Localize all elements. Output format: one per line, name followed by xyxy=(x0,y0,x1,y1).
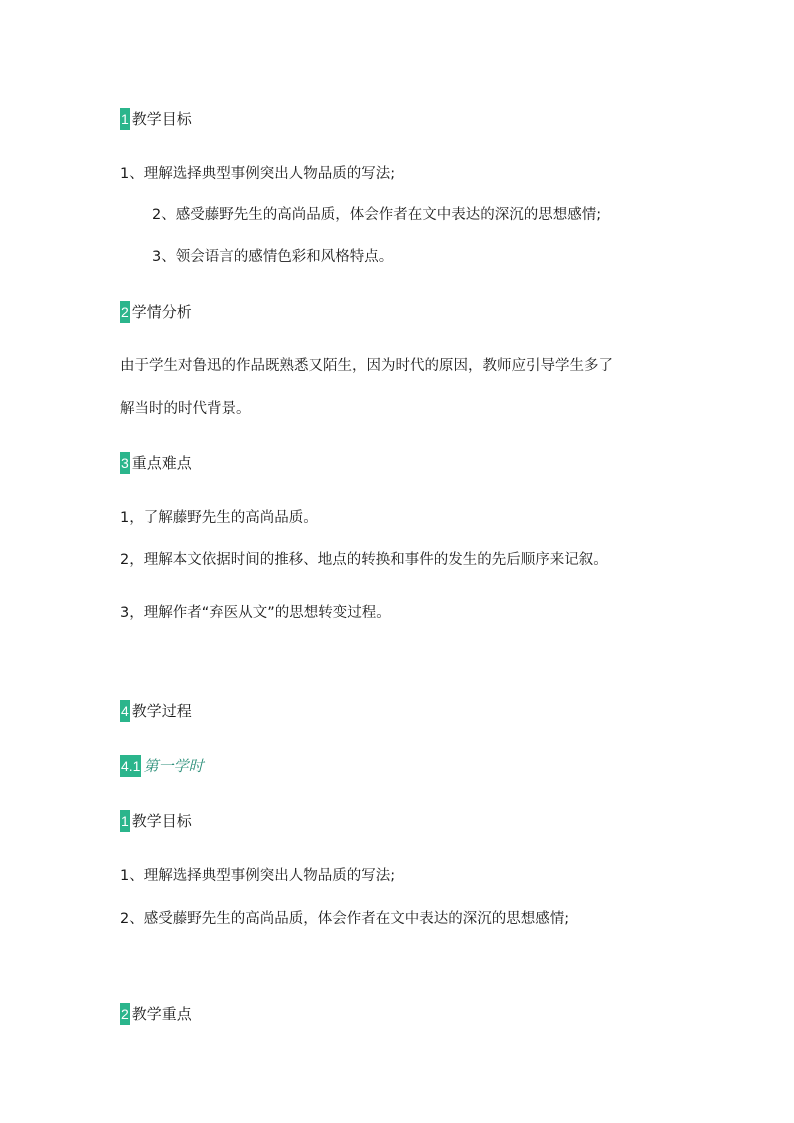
section-number-badge: 1 xyxy=(120,108,130,130)
list-item: 1、理解选择典型事例突出人物品质的写法; xyxy=(120,166,396,182)
paragraph-line: 由于学生对鲁迅的作品既熟悉又陌生，因为时代的原因，教师应引导学生多了 xyxy=(120,358,613,374)
section-heading-teaching-objectives xyxy=(120,108,192,130)
list-item: 1，了解藤野先生的高尚品质。 xyxy=(120,510,318,526)
subsection-title: 第一学时 xyxy=(143,757,204,775)
section-number-badge: 2 xyxy=(120,301,130,323)
list-item: 2、感受藤野先生的高尚品质，体会作者在文中表达的深沉的思想感情; xyxy=(120,911,570,927)
section-heading-teaching-key-points xyxy=(120,1003,192,1025)
subsection-heading-first-period xyxy=(120,755,203,777)
section-title: 教学目标 xyxy=(131,110,192,128)
list-item: 2，理解本文依据时间的推移、地点的转换和事件的发生的先后顺序来记叙。 xyxy=(120,552,608,568)
section-heading-teaching-process xyxy=(120,700,192,722)
section-number-badge: 4 xyxy=(120,700,130,722)
list-item: 1、理解选择典型事例突出人物品质的写法; xyxy=(120,868,396,884)
section-title: 学情分析 xyxy=(131,303,192,321)
section-heading-key-difficulties xyxy=(120,452,192,474)
subsection-number-badge: 4.1 xyxy=(120,755,141,777)
section-title: 教学过程 xyxy=(131,702,192,720)
section-title: 教学重点 xyxy=(131,1005,192,1023)
section-number-badge: 3 xyxy=(120,452,130,474)
section-heading-student-analysis xyxy=(120,301,192,323)
paragraph-line: 解当时的时代背景。 xyxy=(120,401,251,417)
list-item: 2、感受藤野先生的高尚品质，体会作者在文中表达的深沉的思想感情; xyxy=(152,207,602,223)
section-heading-teaching-objectives xyxy=(120,810,192,832)
section-title: 重点难点 xyxy=(131,454,192,472)
section-title: 教学目标 xyxy=(131,812,192,830)
list-item: 3，理解作者“弃医从文”的思想转变过程。 xyxy=(120,605,391,621)
section-number-badge: 1 xyxy=(120,810,130,832)
section-number-badge: 2 xyxy=(120,1003,130,1025)
list-item: 3、领会语言的感情色彩和风格特点。 xyxy=(152,249,394,265)
